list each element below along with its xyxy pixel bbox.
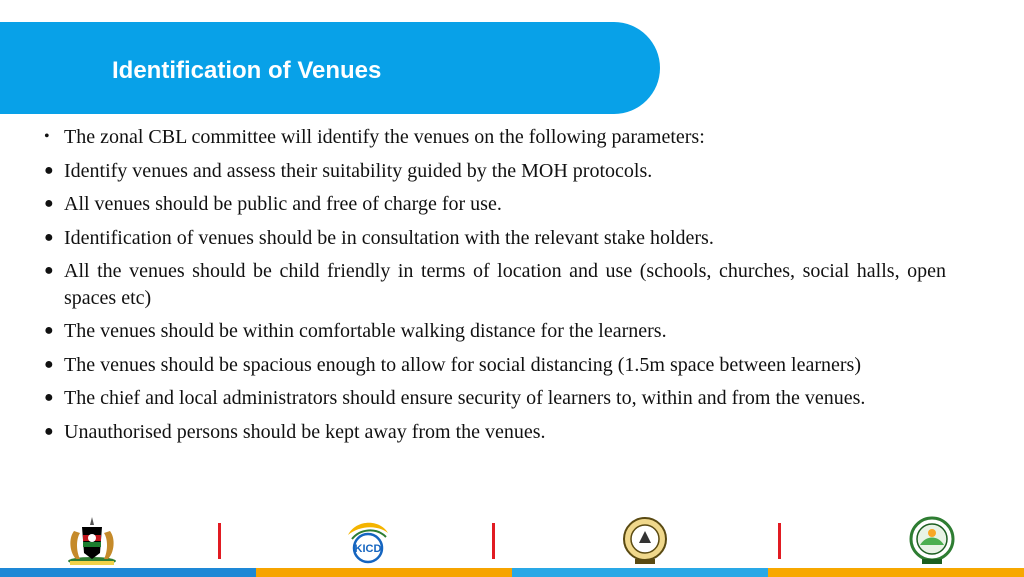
kenya-coat-of-arms-icon (62, 515, 122, 567)
bullet-list (44, 124, 946, 452)
bullet-marker: • (44, 128, 50, 145)
bullet-marker: ● (44, 355, 54, 373)
footer-stripe (256, 568, 512, 577)
kicd-logo-text: KICD (354, 543, 382, 555)
ministry-seal-icon (615, 515, 675, 567)
bullet-text: All the venues should be child friendly in terms of location and use (schools, churches, social halls, open spaces etc) (64, 260, 946, 309)
separator-line (778, 523, 781, 559)
bullet-text: All venues should be public and free of charge for use. (64, 193, 502, 215)
bullet-item (44, 225, 946, 252)
bullet-text: Unauthorised persons should be kept away from the venues. (64, 420, 546, 443)
footer-logos (0, 515, 1024, 567)
footer-stripe (512, 568, 768, 577)
bullet-text: The venues should be spacious enough to allow for social distancing (1.5m space between learners) (64, 353, 861, 376)
bullet-text: The venues should be within comfortable walking distance for the learners. (64, 320, 667, 342)
bullet-text: The zonal CBL committee will identify the venues on the following parameters: (64, 126, 705, 148)
bullet-item (44, 352, 946, 379)
bullet-marker: ● (44, 195, 54, 212)
bullet-item (44, 191, 946, 218)
separator-line (492, 523, 495, 559)
bullet-text: Identify venues and assess their suitability guided by the MOH protocols. (64, 159, 653, 182)
bullet-text: The chief and local administrators should ensure security of learners to, within and from the venues. (64, 387, 866, 409)
bullet-item (44, 158, 946, 185)
bullet-marker: ● (44, 322, 54, 339)
bullet-marker: ● (44, 228, 54, 246)
bullet-marker: ● (44, 389, 54, 406)
bullet-marker: ● (44, 422, 54, 440)
bullet-text: Identification of venues should be in consultation with the relevant stake holders. (64, 226, 714, 249)
county-seal-icon (902, 515, 962, 567)
bullet-marker: ● (44, 262, 54, 279)
footer-stripe (0, 568, 256, 577)
bullet-item (44, 385, 946, 412)
bullet-item (44, 258, 946, 311)
bullet-marker: ● (44, 161, 54, 179)
footer-stripe (768, 568, 1024, 577)
bullet-item (44, 419, 946, 446)
slide-title: Identification of Venues (112, 57, 382, 84)
bullet-item (44, 124, 946, 151)
separator-line (218, 523, 221, 559)
kicd-logo (338, 515, 398, 567)
bullet-item (44, 318, 946, 345)
